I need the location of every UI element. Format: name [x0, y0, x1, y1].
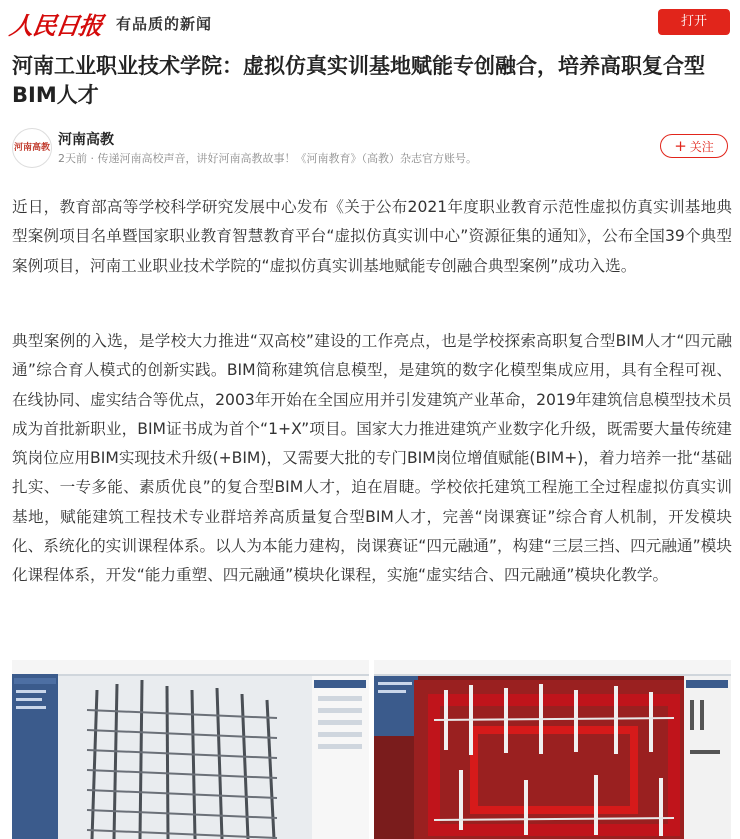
author-meta: 2天前 · 传递河南高校声音，讲好河南高教故事！《河南教育》（高教）杂志官方账号。: [58, 152, 477, 165]
avatar-logo: 河南高教: [13, 142, 50, 153]
rebar-model-image[interactable]: [12, 660, 369, 839]
follow-label: 关注: [689, 139, 714, 154]
people-daily-logo: 人民日报: [7, 11, 104, 40]
logo[interactable]: [7, 6, 213, 41]
article-title: 河南工业职业技术学院：虚拟仿真实训基地赋能专创融合，培养高职复合型BIM人才: [12, 54, 705, 107]
follow-button[interactable]: [660, 134, 728, 158]
paragraph: 近日，教育部高等学校科学研究发展中心发布《关于公布2021年度职业教育示范性虚拟仿真实训基地典型案例项目名单暨国家职业教育智慧教育平台“虚拟仿真实训中心”资源征集的通知》，公布全国39个典型案例项目，河南工业职业技术学院的“虚拟仿真实训基地赋能专创融合典型案例”成功入选。: [12, 198, 732, 275]
paragraph: 典型案例的入选，是学校大力推进“双高校”建设的工作亮点，也是学校探索高职复合型BIM人才“四元融通”综合育人模式的创新实践。BIM简称建筑信息模型，是建筑的数字化模型集成应用，具有全程可视、在线协同、虚实结合等优点，2003年开始在全国应用并引发建筑产业革命，2019年建筑信息模型技术员成为首批新职业，BIM证书成为首个“1+X”项目。国家大力推进建筑产业数字化升级，既需要大量传统建筑岗位应用BIM实现技术升级(+BIM)，又需要大批的专门BIM岗位增值赋能(BIM+)，着力培养一批“基础扎实、一专多能、素质优良”的复合型BIM人才，迫在眉睫。学校依托建筑工程施工全过程虚拟仿真实训基地，赋能建筑工程技术专业群培养高质量复合型BIM人才，完善“岗课赛证”综合育人机制，开发模块化、系统化的实训课程体系。以人为本能力建构，岗课赛证“四元融通”，构建“三层三挡、四元融通”模块化课程体系，开发“能力重塑、四元融通”模块化课程，实施“虚实结合、四元融通”模块化教学。: [12, 332, 732, 585]
author-name[interactable]: 河南高教: [58, 132, 114, 148]
open-app-button[interactable]: 打开: [658, 9, 730, 35]
slogan: 有品质的新闻: [116, 15, 213, 33]
image-row: [12, 660, 732, 839]
formwork-model-image[interactable]: [374, 660, 731, 839]
author-row: [12, 128, 728, 168]
top-bar: [0, 0, 740, 46]
avatar[interactable]: [12, 128, 52, 168]
plus-icon: +: [674, 136, 687, 155]
